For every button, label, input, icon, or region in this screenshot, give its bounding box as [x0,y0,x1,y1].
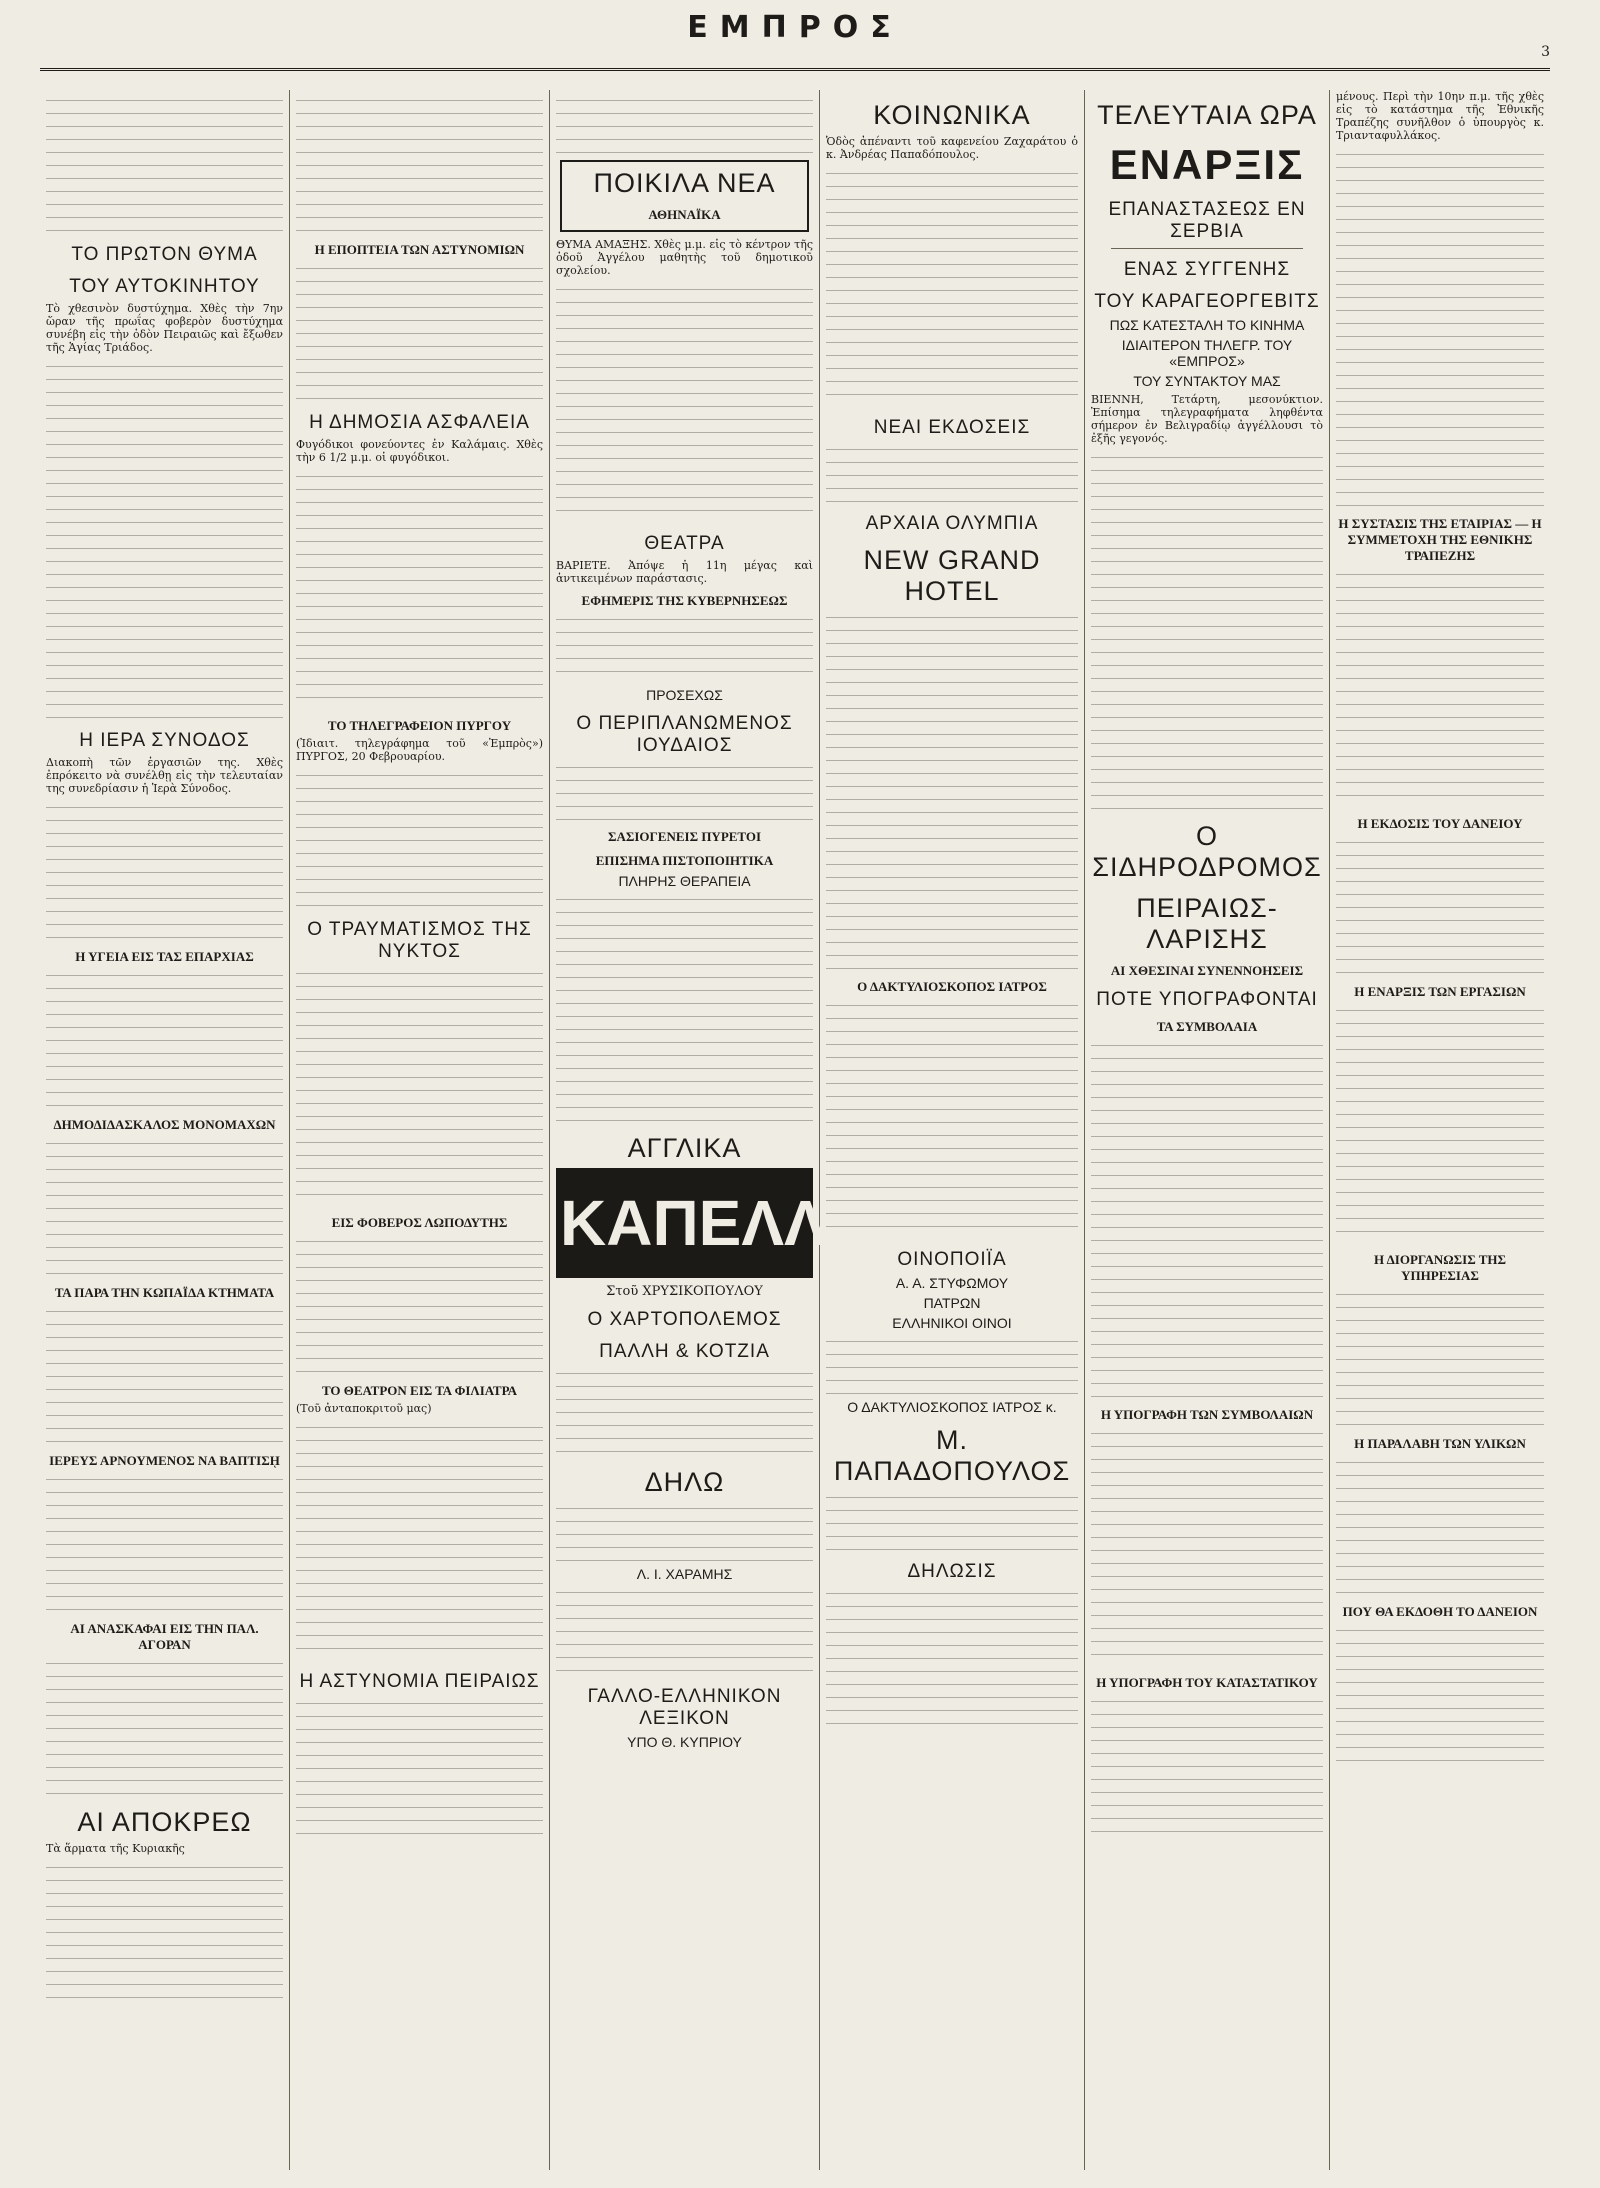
headline: ΘΕΑΤΡΑ [644,533,725,554]
headline: ΝΕΑΙ ΕΚΔΟΣΕΙΣ [873,417,1031,438]
article-text: Διακοπὴ τῶν ἐργασιῶν της. Χθὲς ἐπρόκειτο νὰ συνέλθῃ εἰς τὴν τελευταίαν της συνεδρίασιν ἡ Ἱερὰ Σύνοδος. [46,756,283,795]
ad-label: ΠΡΟΣΕΧΩΣ [646,687,723,703]
text-block [1336,1004,1544,1244]
headline: Ο ΣΙΔΗΡΟΔΡΟΜΟΣ [1092,821,1322,882]
headline: ΤΟ ΘΕΑΤΡΟΝ ΕΙΣ ΤΑ ΦΙΛΙΑΤΡΑ [321,1383,518,1398]
page-number: 3 [1541,44,1550,60]
subheading: ΤΟΥ ΣΥΝΤΑΚΤΟΥ ΜΑΣ [1133,373,1281,389]
text-block [296,94,543,234]
kapella-ad: ΚΑΠΕΛΛΑ [556,1168,813,1278]
headline: ΑΙ ΑΝΑΣΚΑΦΑΙ ΕΙΣ ΤΗΝ ΠΑΛ. ΑΓΟΡΑΝ [70,1621,259,1652]
ad-label: Α. Α. ΣΤΥΦΩΜΟΥ [895,1275,1009,1291]
headline: ΕΝΑΣ ΣΥΓΓΕΝΗΣ [1123,259,1291,280]
separator [1111,248,1303,249]
text-block [1091,1039,1323,1399]
headline: Ο ΧΑΡΤΟΠΟΛΕΜΟΣ [587,1309,782,1330]
text-block [826,443,1078,503]
headline: ΤΟ ΠΡΩΤΟΝ ΘΥΜΑ [71,244,258,265]
article-text: (Ἰδιαιτ. τηλεγράφημα τοῦ «Ἐμπρὸς») ΠΥΡΓΟΣ, 20 Φεβρουαρίου. [296,737,543,763]
text-block [556,761,813,821]
column-1 [40,90,290,2170]
section-box [560,160,809,232]
text-block [1336,1288,1544,1428]
subheading: ΙΔΙΑΙΤΕΡΟΝ ΤΗΛΕΓΡ. ΤΟΥ «ΕΜΠΡΟΣ» [1121,337,1293,369]
text-block [296,1697,543,1837]
column-5 [1085,90,1330,2170]
headline: Η ΕΚΔΟΣΙΣ ΤΟΥ ΔΑΝΕΙΟΥ [1357,816,1523,831]
text-block [46,94,283,234]
text-block [46,801,283,941]
headline: ΠΟΥ ΘΑ ΕΚΔΟΘΗ ΤΟ ΔΑΝΕΙΟΝ [1342,1604,1538,1619]
headline: ΟΙΝΟΠΟΙΪΑ [897,1249,1007,1270]
text-block [826,1335,1078,1395]
headline: ΑΙ ΑΠΟΚΡΕΩ [77,1807,252,1837]
text-block [826,611,1078,971]
headline: ΕΦΗΜΕΡΙΣ ΤΗΣ ΚΥΒΕΡΝΗΣΕΩΣ [581,593,788,608]
text-block [46,1473,283,1613]
article-text: Φυγόδικοι φονεύοντες ἐν Καλάμαις. Χθὲς τὴν 6 1/2 μ.μ. οἱ φυγόδικοι. [296,438,543,464]
text-block [1336,568,1544,808]
headline: ΙΕΡΕΥΣ ΑΡΝΟΥΜΕΝΟΣ ΝΑ ΒΑΠΤΙΣῌ [49,1453,280,1468]
headline: Ο ΔΑΚΤΥΛΙΟΣΚΟΠΟΣ ΙΑΤΡΟΣ [857,979,1047,994]
text-block [826,167,1078,407]
headline: Η ΣΥΣΤΑΣΙΣ ΤΗΣ ΕΤΑΙΡΙΑΣ — Η ΣΥΜΜΕΤΟΧΗ ΤΗΣ ΕΘΝΙΚΗΣ ΤΡΑΠΕΖΗΣ [1338,516,1542,563]
headline: Η ΥΠΟΓΡΑΦΗ ΤΟΥ ΚΑΤΑΣΤΑΤΙΚΟΥ [1096,1675,1318,1690]
headline: Η ΠΑΡΑΛΑΒΗ ΤΩΝ ΥΛΙΚΩΝ [1354,1436,1526,1451]
text-block [296,967,543,1207]
text-block [826,1587,1078,1727]
headline: Η ΑΣΤΥΝΟΜΙΑ ΠΕΙΡΑΙΩΣ [299,1671,540,1692]
text-block [296,1235,543,1375]
text-block [46,1137,283,1277]
headline: ΚΟΙΝΩΝΙΚΑ [873,100,1031,130]
headline: ΤΑ ΠΑΡΑ ΤΗΝ ΚΩΠΑΪΔΑ ΚΤΗΜΑΤΑ [54,1285,275,1300]
text-block [826,1491,1078,1551]
text-block [296,1421,543,1661]
headline: NEW GRAND HOTEL [863,545,1041,606]
headline: Η ΔΗΜΟΣΙΑ ΑΣΦΑΛΕΙΑ [309,412,530,433]
text-block [556,94,813,154]
headline: ΓΑΛΛΟ-ΕΛΛΗΝΙΚΟΝ ΛΕΞΙΚΟΝ [587,1686,782,1729]
ad-label: ΠΑΤΡΩΝ [923,1295,981,1311]
headline: Η ΕΝΑΡΞΙΣ ΤΩΝ ΕΡΓΑΣΙΩΝ [1354,984,1526,999]
ad-label: ΥΠΟ Θ. ΚΥΠΡΙΟΥ [627,1734,742,1750]
headline: ΠΕΙΡΑΙΩΣ-ΛΑΡΙΣΗΣ [1136,893,1278,954]
headline: Η ΔΙΟΡΓΑΝΩΣΙΣ ΤΗΣ ΥΠΗΡΕΣΙΑΣ [1373,1252,1506,1283]
headline: ΤΑ ΣΥΜΒΟΛΑΙΑ [1156,1019,1258,1034]
ad-label: ΕΛΛΗΝΙΚΟΙ ΟΙΝΟΙ [892,1315,1012,1331]
headline: ΔΗΜΟΔΙΔΑΣΚΑΛΟΣ ΜΟΝΟΜΑΧΩΝ [53,1117,276,1132]
newspaper-title: ΕΜΠΡΟΣ [687,10,903,45]
article-text: ΘΥΜΑ ΑΜΑΞΗΣ. Χθὲς μ.μ. εἰς τὸ κέντρον τῆς ὁδοῦ Ἀγγέλου μαθητὴς τοῦ δημοτικοῦ σχολείου. [556,238,813,277]
ad-label: Λ. Ι. ΧΑΡΑΜΗΣ [636,1566,733,1582]
text-block [556,613,813,683]
section-title: ΠΟΙΚΙΛΑ ΝΕΑ [593,168,776,198]
ad-label: ΠΛΗΡΗΣ ΘΕΡΑΠΕΙΑ [618,873,751,889]
headline: Η ΥΓΕΙΑ ΕΙΣ ΤΑΣ ΕΠΑΡΧΙΑΣ [75,949,254,964]
column-4 [820,90,1085,2170]
ad-label: Ο ΔΑΚΤΥΛΙΟΣΚΟΠΟΣ ΙΑΤΡΟΣ κ. [847,1399,1057,1415]
ad-subtitle: Στοῦ ΧΡΥΣΙΚΟΠΟΥΛΟΥ [606,1284,763,1299]
headline: ΑΓΓΛΙΚΑ [627,1133,742,1163]
text-block [1091,1695,1323,1835]
text-block [46,1657,283,1797]
headline: Η ΥΠΟΓΡΑΦΗ ΤΩΝ ΣΥΜΒΟΛΑΙΩΝ [1100,1407,1314,1422]
headline: Ο ΠΕΡΙΠΛΑΝΩΜΕΝΟΣ ΙΟΥΔΑΙΟΣ [576,713,793,756]
headline: ΣΑΣΙΟΓΕΝΕΙΣ ΠΥΡΕΤΟΙ [607,829,762,844]
article-text: Τὸ χθεσινὸν δυστύχημα. Χθὲς τὴν 7ην ὥραν τῆς πρωΐας φοβερὸν δυστύχημα συνέβη εἰς τὴν ὁδὸν Πειραιῶς καὶ ἔξωθεν τῆς Ἁγίας Τριάδος. [46,302,283,354]
text-block [556,893,813,1123]
headline: ΤΟΥ ΚΑΡΑΓΕΟΡΓΕΒΙΤΣ [1094,291,1320,312]
headline: ΑΙ ΧΘΕΣΙΝΑΙ ΣΥΝΕΝΝΟΗΣΕΙΣ [1110,963,1304,978]
text-block [296,262,543,402]
text-block [1091,1427,1323,1667]
article-text: ΒΑΡΙΕΤΕ. Ἀπόψε ἡ 11η μέγας καὶ ἀντικειμένων παράστασις. [556,559,813,585]
headline: ΕΠΑΝΑΣΤΑΣΕΩΣ ΕΝ ΣΕΡΒΙΑ [1108,199,1306,242]
headline: Η ΙΕΡΑ ΣΥΝΟΔΟΣ [79,730,250,751]
headline: ΤΕΛΕΥΤΑΙΑ ΩΡΑ [1097,100,1317,130]
headline: Ο ΤΡΑΥΜΑΤΙΣΜΟΣ ΤΗΣ ΝΥΚΤΟΣ [307,919,532,962]
text-block [296,769,543,909]
text-block [1336,1624,1544,1764]
text-block [1336,148,1544,508]
headline: ΠΑΛΛΗ & ΚΟΤΖΙΑ [599,1341,770,1362]
article-text: Τὰ ἅρματα τῆς Κυριακῆς [46,1842,185,1855]
text-block [1091,451,1323,811]
masthead [40,10,1550,100]
article-text: Ὁδὸς ἀπέναντι τοῦ καφενείου Ζαχαράτου ὁ κ. Ἀνδρέας Παπαδόπουλος. [826,135,1078,161]
article-text: μένους. Περὶ τὴν 10ην π.μ. τῆς χθὲς εἰς τὸ κατάστημα τῆς Ἐθνικῆς Τραπέζης συνῆλθον ὁ ὑπουργὸς κ. Τριανταφυλλάκος. [1336,90,1544,142]
text-block [1336,836,1544,976]
text-block [46,1861,283,2001]
column-2 [290,90,550,2170]
masthead-rule [40,68,1550,71]
subheading: ΠΩΣ ΚΑΤΕΣΤΑΛΗ ΤΟ ΚΙΝΗΜΑ [1109,317,1305,333]
headline: ΤΟΥ ΑΥΤΟΚΙΝΗΤΟΥ [69,276,260,297]
text-block [46,360,283,720]
headline: Μ. ΠΑΠΑΔΟΠΟΥΛΟΣ [833,1425,1071,1486]
column-3 [550,90,873,2170]
text-block [556,283,813,523]
headline: ΕΝΑΡΞΙΣ [1109,141,1305,188]
headline: ΠΟΤΕ ΥΠΟΓΡΑΦΟΝΤΑΙ [1096,989,1318,1010]
headline: ΤΟ ΤΗΛΕΓΡΑΦΕΙΟΝ ΠΥΡΓΟΥ [327,718,512,733]
section-subtitle: ΑΘΗΝΑΪΚΑ [648,207,721,222]
text-block [46,1305,283,1445]
article-text: ΒΙΕΝΝΗ, Τετάρτη, μεσονύκτιον. Ἐπίσημα τηλεγραφήματα ληφθέντα σήμερον ἐν Βελιγραδίῳ ἀγγέλλουσι τὸ ἐξῆς γεγονός. [1091,393,1323,445]
headline: Η ΕΠΟΠΤΕΙΑ ΤΩΝ ΑΣΤΥΝΟΜΙΩΝ [314,242,525,257]
text-block [296,470,543,710]
columns [40,90,1550,2170]
text-block [556,1367,813,1457]
headline: ΕΙΣ ΦΟΒΕΡΟΣ ΛΩΠΟΔΥΤΗΣ [331,1215,508,1230]
headline: ΔΗΛΩ [644,1467,725,1497]
headline: ΕΠΙΣΗΜΑ ΠΙΣΤΟΠΟΙΗΤΙΚΑ [595,853,774,868]
text-block [1336,1456,1544,1596]
text-block [826,999,1078,1239]
headline: ΔΗΛΩΣΙΣ [907,1561,997,1582]
column-6 [1330,90,1550,2170]
article-text: (Τοῦ ἀνταποκριτοῦ μας) [296,1402,432,1415]
headline: ΑΡΧΑΙΑ ΟΛΥΜΠΙΑ [865,513,1039,534]
text-block [556,1586,813,1676]
text-block [556,1502,813,1562]
text-block [46,969,283,1109]
